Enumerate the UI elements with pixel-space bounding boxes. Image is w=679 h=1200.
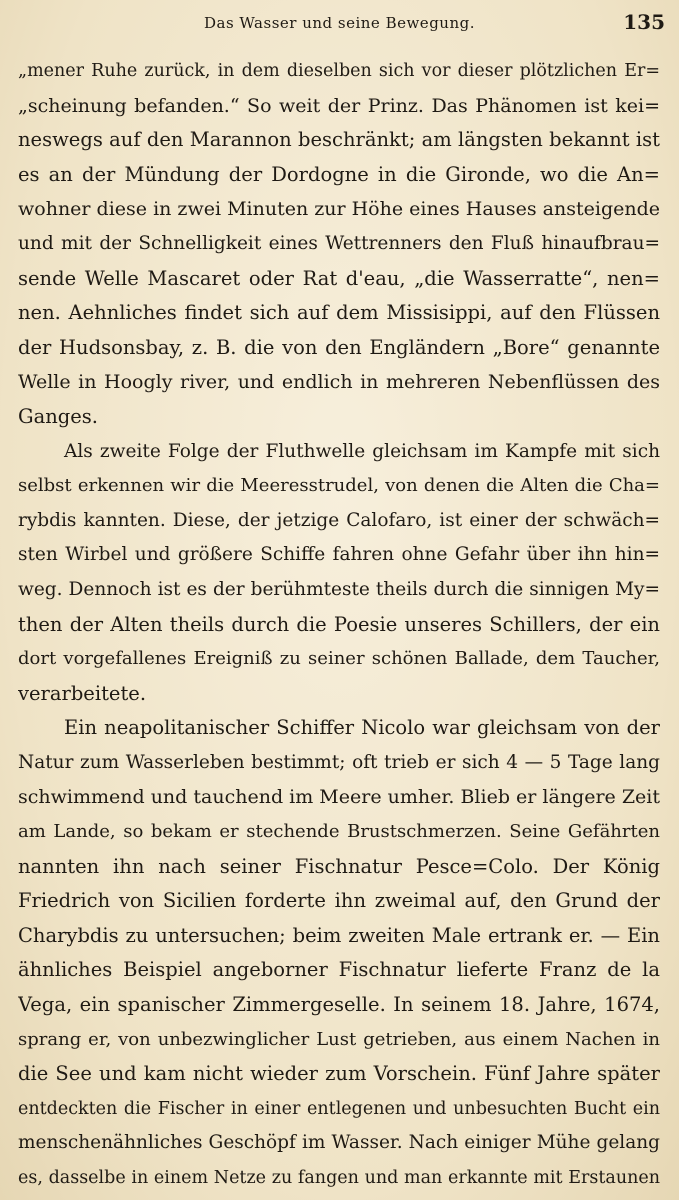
body-text	[18, 54, 660, 1196]
text-line: Ganges.	[18, 404, 98, 428]
text-line: ähnliches Beispiel angeborner Fischnatur lieferte Franz de la	[18, 958, 660, 982]
text-line: verarbeitete.	[18, 681, 147, 705]
page-number: 135	[623, 10, 665, 34]
text-line: selbst erkennen wir die Meeresstrudel, von denen die Alten die Cha=	[18, 475, 660, 497]
text-line: sprang er, von unbezwinglicher Lust getrieben, aus einem Nachen in	[18, 1028, 660, 1050]
text-line: die See und kam nicht wieder zum Vorschein. Fünf Jahre später	[18, 1062, 660, 1086]
text-line: sten Wirbel und größere Schiffe fahren ohne Gefahr über ihn hin=	[18, 544, 660, 566]
text-line: nen. Aehnliches findet sich auf dem Missisippi, auf den Flüssen	[18, 301, 660, 325]
text-line: weg. Dennoch ist es der berühmteste theils durch die sinnigen My=	[18, 578, 660, 600]
text-line: der Hudsonsbay, z. B. die von den Engländern „Bore“ genannte	[18, 335, 660, 359]
text-line: rybdis kannten. Diese, der jetzige Calofaro, ist einer der schwäch=	[18, 509, 660, 531]
text-line: sende Welle Mascaret oder Rat d'eau, „die Wasserratte“, nen=	[18, 266, 660, 290]
text-line: es, dasselbe in einem Netze zu fangen und man erkannte mit Erstaunen	[18, 1168, 660, 1188]
text-line: dort vorgefallenes Ereigniß zu seiner schönen Ballade, dem Taucher,	[18, 648, 660, 670]
text-line: Charybdis zu untersuchen; beim zweiten Male ertrank er. — Ein	[18, 923, 660, 947]
text-line: „scheinung befanden.“ So weit der Prinz. Das Phänomen ist kei=	[18, 94, 660, 117]
text-line: entdeckten die Fischer in einer entlegenen und unbesuchten Bucht ein	[18, 1098, 660, 1119]
text-line: menschenähnliches Geschöpf im Wasser. Nach einiger Mühe gelang	[18, 1132, 660, 1154]
text-line: wohner diese in zwei Minuten zur Höhe eines Hauses ansteigende	[18, 198, 660, 221]
text-line: Natur zum Wasserleben bestimmt; oft trieb er sich 4 — 5 Tage lang	[18, 751, 660, 773]
paragraph-start-line: Als zweite Folge der Fluthwelle gleichsam im Kampfe mit sich	[64, 440, 660, 462]
text-line: Vega, ein spanischer Zimmergeselle. In seinem 18. Jahre, 1674,	[18, 993, 660, 1017]
text-line: am Lande, so bekam er stechende Brustschmerzen. Seine Gefährten	[18, 821, 660, 843]
text-line: Friedrich von Sicilien forderte ihn zweimal auf, den Grund der	[18, 889, 660, 913]
running-head	[0, 6, 679, 36]
text-line: „mener Ruhe zurück, in dem dieselben sich vor dieser plötzlichen Er=	[18, 61, 660, 81]
text-line: Welle in Hoogly river, und endlich in mehreren Nebenflüssen des	[18, 371, 660, 394]
text-line: schwimmend und tauchend im Meere umher. Blieb er längere Zeit	[18, 786, 660, 809]
running-title: Das Wasser und seine Bewegung.	[204, 14, 475, 32]
text-line: es an der Mündung der Dordogne in die Gironde, wo die An=	[18, 162, 660, 186]
text-line: then der Alten theils durch die Poesie unseres Schillers, der ein	[18, 612, 660, 636]
paragraph-start-line: Ein neapolitanischer Schiffer Nicolo war gleichsam von der	[64, 716, 660, 740]
text-line: neswegs auf den Marannon beschränkt; am längsten bekannt ist	[18, 128, 660, 152]
text-line: und mit der Schnelligkeit eines Wettrenners den Fluß hinaufbrau=	[18, 232, 660, 254]
text-line: nannten ihn nach seiner Fischnatur Pesce=Colo. Der König	[18, 854, 660, 878]
